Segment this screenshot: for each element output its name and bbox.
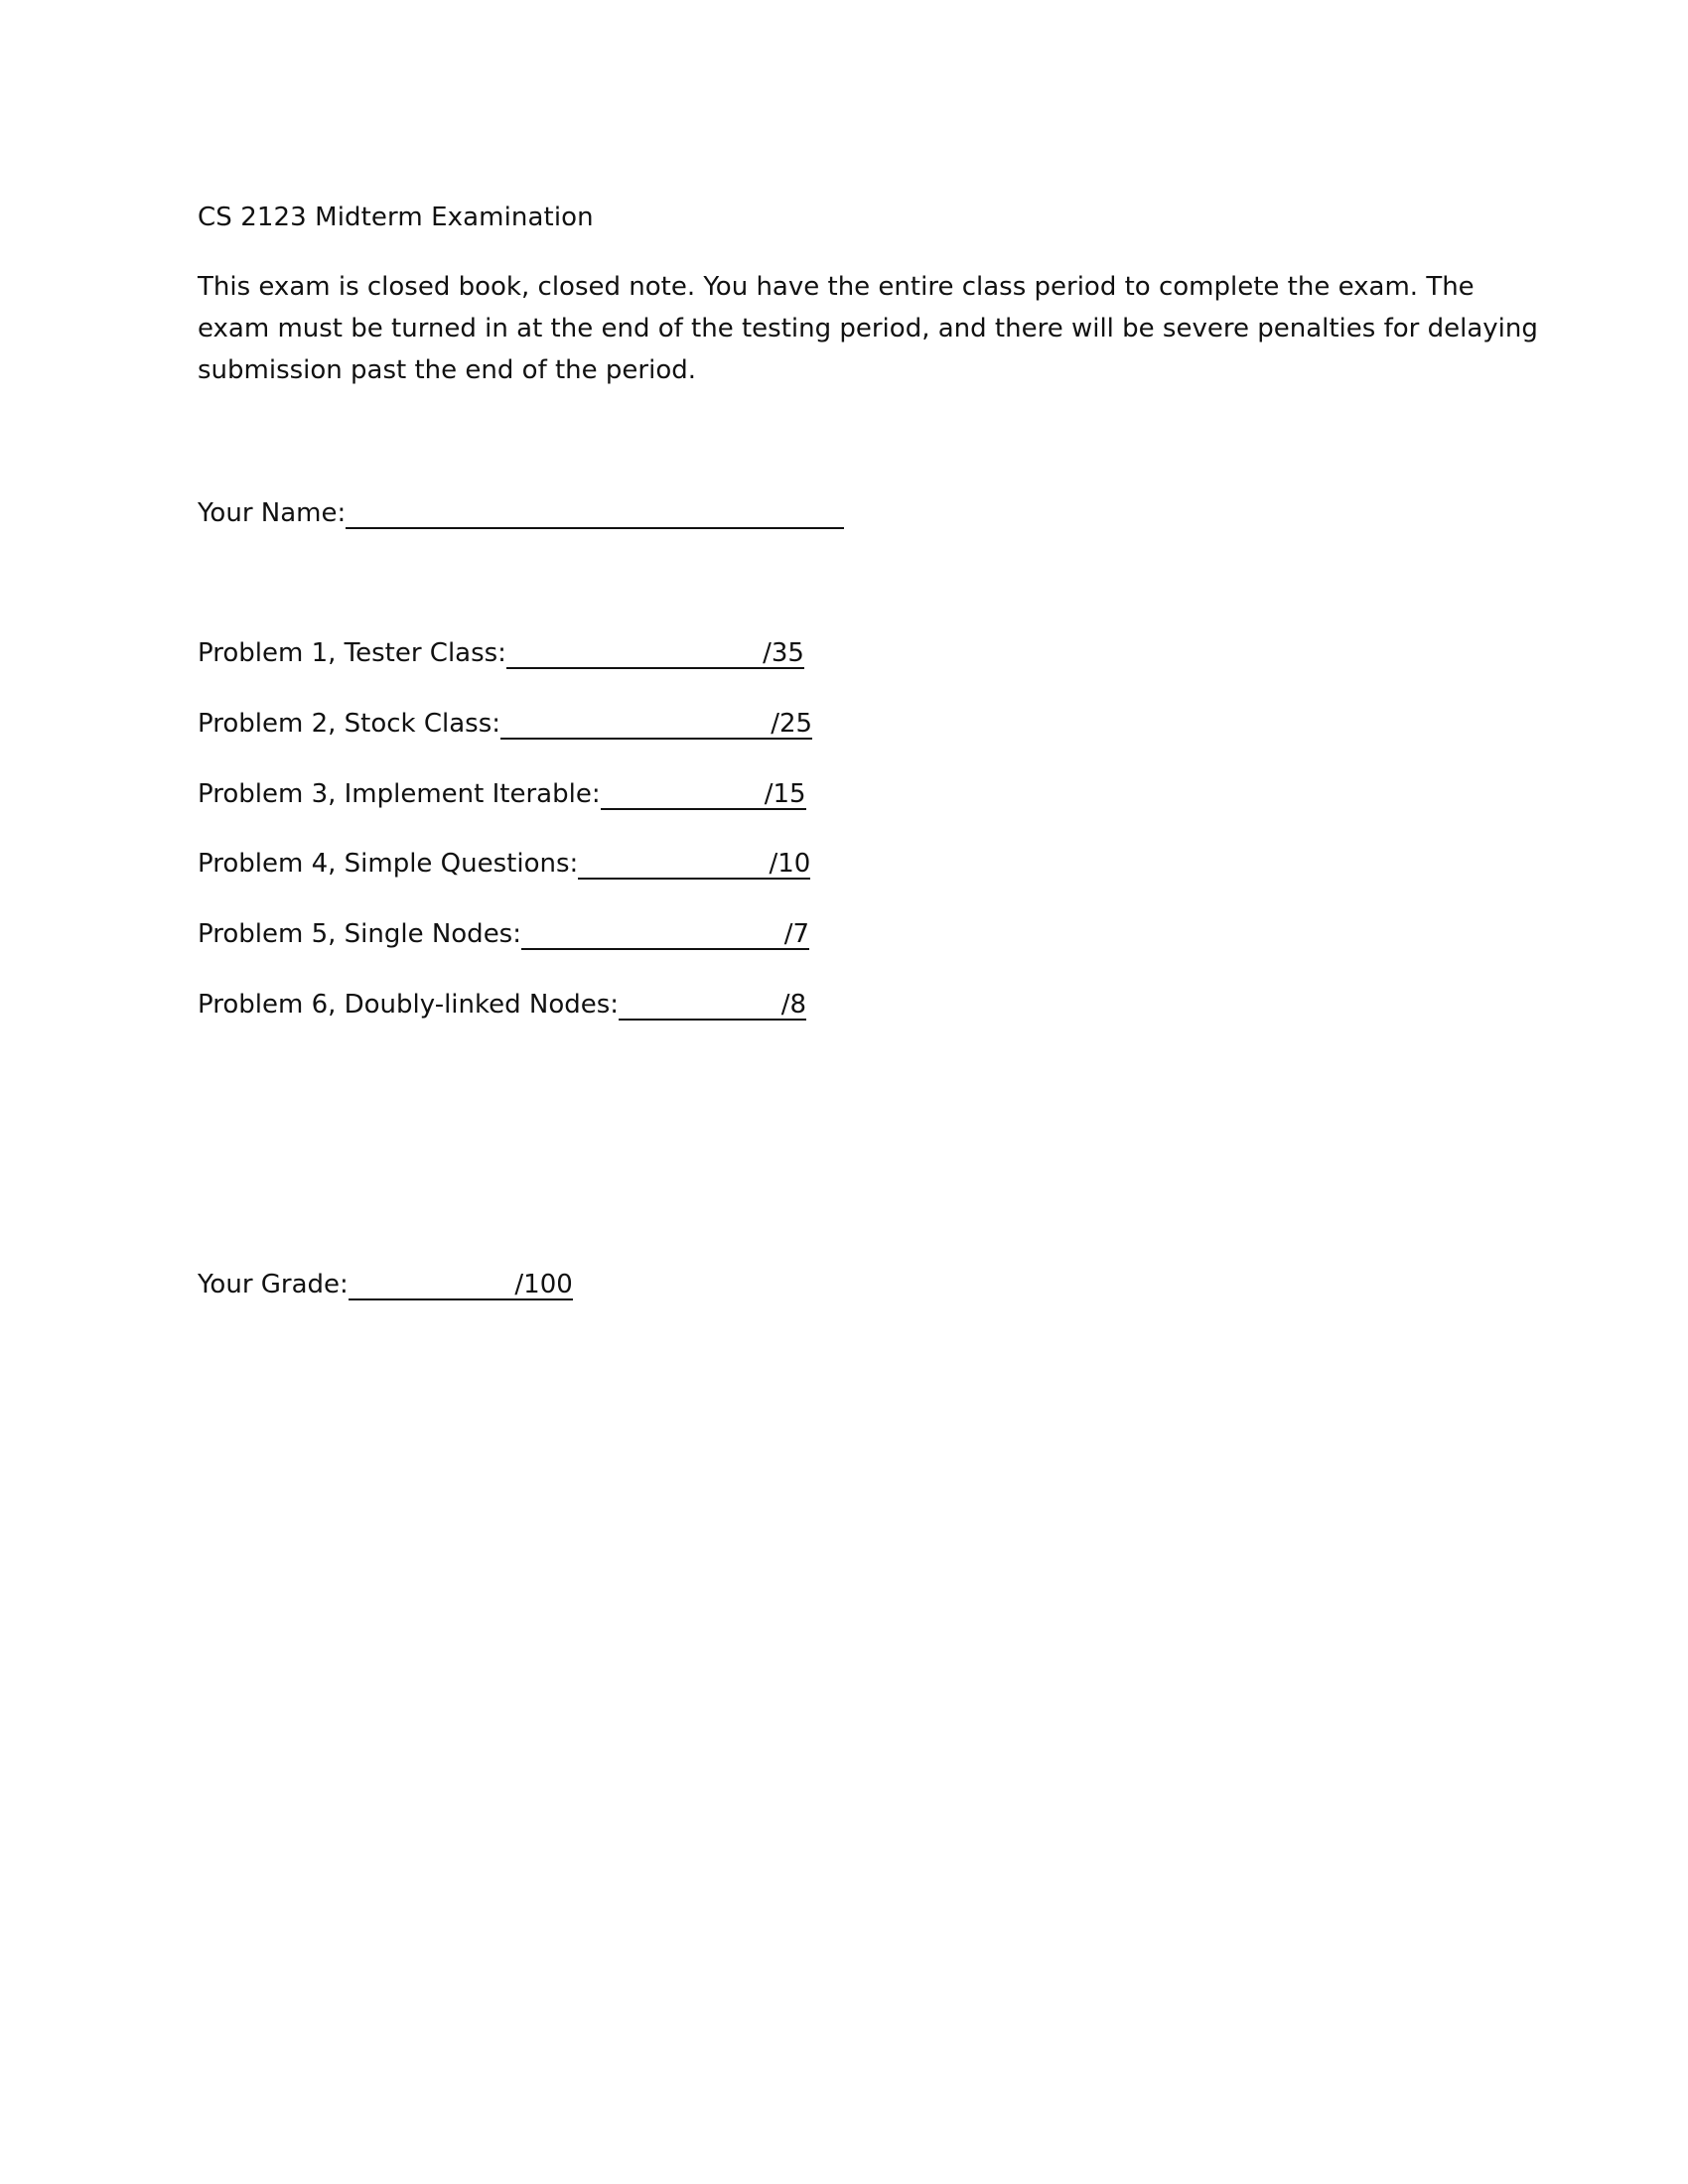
problem-label: Problem 6, Doubly-linked Nodes: xyxy=(198,990,620,1020)
problem-row xyxy=(198,703,812,745)
problem-row xyxy=(198,773,806,815)
grade-label: Your Grade: xyxy=(198,1270,349,1299)
problem-label: Problem 1, Tester Class: xyxy=(198,638,506,668)
problem-label: Problem 3, Implement Iterable: xyxy=(198,779,601,809)
problem-points: /25 xyxy=(771,709,813,739)
problem-row xyxy=(198,984,806,1025)
score-blank[interactable] xyxy=(521,916,809,950)
instructions-line: exam must be turned in at the end of the testing period, and there will be severe penalties for delaying xyxy=(198,314,1538,343)
name-label: Your Name: xyxy=(198,498,347,528)
grade-blank[interactable] xyxy=(349,1267,573,1300)
problem-label: Problem 2, Stock Class: xyxy=(198,709,501,739)
problem-points: /15 xyxy=(764,779,806,809)
problem-points: /8 xyxy=(780,990,807,1020)
problem-row xyxy=(198,913,809,955)
problem-points: /10 xyxy=(769,849,811,879)
score-blank[interactable] xyxy=(500,706,812,740)
score-blank[interactable] xyxy=(619,987,806,1021)
grade-points: /100 xyxy=(514,1270,573,1299)
exam-instructions xyxy=(198,266,1538,391)
exam-title: CS 2123 Midterm Examination xyxy=(198,203,594,232)
problem-row xyxy=(198,632,804,674)
instructions-line: This exam is closed book, closed note. You have the entire class period to complete the exam. The xyxy=(198,272,1475,302)
score-blank[interactable] xyxy=(506,635,804,669)
problem-points: /35 xyxy=(763,638,804,668)
problem-points: /7 xyxy=(783,919,809,949)
score-blank[interactable] xyxy=(601,776,806,810)
score-blank[interactable] xyxy=(578,846,810,880)
problem-row xyxy=(198,843,810,885)
name-blank-line[interactable] xyxy=(346,495,844,529)
problem-label: Problem 5, Single Nodes: xyxy=(198,919,521,949)
grade-row xyxy=(198,1264,573,1305)
name-row xyxy=(198,492,844,534)
instructions-line: submission past the end of the period. xyxy=(198,355,697,385)
problem-label: Problem 4, Simple Questions: xyxy=(198,849,579,879)
